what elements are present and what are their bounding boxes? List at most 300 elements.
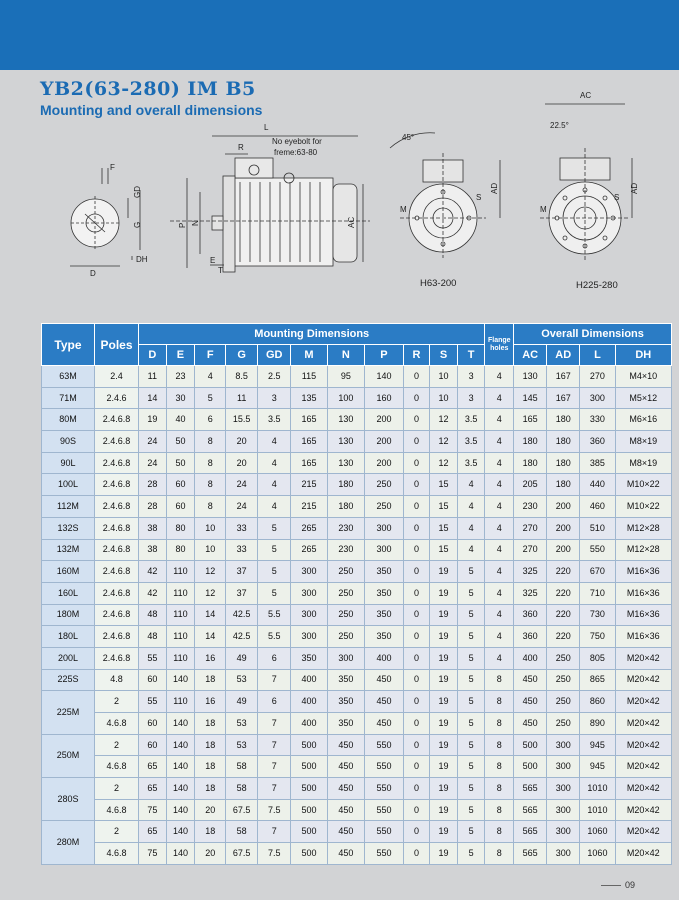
cell-n: 450 — [327, 821, 365, 843]
cell-d: 60 — [139, 734, 167, 756]
cell-poles: 2.4.6.8 — [94, 496, 138, 518]
cell-g: 8.5 — [226, 366, 258, 388]
cell-ac: 400 — [514, 647, 547, 669]
cell-dh: M20×42 — [615, 778, 671, 800]
cell-d: 48 — [139, 626, 167, 648]
cell-m: 500 — [291, 756, 327, 778]
cell-gd: 7 — [258, 778, 291, 800]
cell-s: 19 — [430, 604, 458, 626]
table-row — [42, 387, 672, 409]
cell-e: 110 — [166, 647, 195, 669]
cell-f: 20 — [195, 799, 226, 821]
flange-view-small — [390, 133, 500, 258]
cell-n: 230 — [327, 539, 365, 561]
cell-m: 165 — [291, 431, 327, 453]
cell-gd: 6 — [258, 691, 291, 713]
cell-t: 4 — [457, 539, 485, 561]
cell-ac: 230 — [514, 496, 547, 518]
cell-gd: 5 — [258, 539, 291, 561]
cell-s: 19 — [430, 582, 458, 604]
cell-e: 140 — [166, 843, 195, 865]
cell-flange-holes: 4 — [485, 452, 514, 474]
cell-p: 350 — [365, 604, 404, 626]
cell-poles: 2.4.6.8 — [94, 604, 138, 626]
cell-flange-holes: 8 — [485, 734, 514, 756]
cell-f: 12 — [195, 582, 226, 604]
cell-g: 37 — [226, 561, 258, 583]
cell-s: 19 — [430, 799, 458, 821]
cell-s: 19 — [430, 778, 458, 800]
cell-l: 1060 — [580, 821, 615, 843]
eyebolt-note-line1: No eyebolt for — [272, 137, 322, 146]
cell-f: 14 — [195, 604, 226, 626]
cell-ac: 450 — [514, 691, 547, 713]
cell-ac: 165 — [514, 409, 547, 431]
cell-ac: 325 — [514, 561, 547, 583]
dim-label-ad-2: AD — [630, 182, 639, 194]
cell-t: 5 — [457, 821, 485, 843]
cell-l: 330 — [580, 409, 615, 431]
cell-n: 350 — [327, 691, 365, 713]
cell-t: 5 — [457, 582, 485, 604]
cell-l: 670 — [580, 561, 615, 583]
cell-e: 40 — [166, 409, 195, 431]
cell-n: 350 — [327, 669, 365, 691]
cell-l: 550 — [580, 539, 615, 561]
cell-s: 15 — [430, 496, 458, 518]
cell-dh: M8×19 — [615, 452, 671, 474]
cell-s: 19 — [430, 756, 458, 778]
cell-ad: 180 — [547, 431, 580, 453]
cell-r: 0 — [403, 561, 429, 583]
cell-dh: M10×22 — [615, 496, 671, 518]
cell-e: 110 — [166, 582, 195, 604]
cell-poles: 2.4.6.8 — [94, 452, 138, 474]
cell-r: 0 — [403, 539, 429, 561]
cell-r: 0 — [403, 431, 429, 453]
cell-ad: 180 — [547, 452, 580, 474]
table-row — [42, 409, 672, 431]
cell-type: 280M — [42, 821, 95, 864]
cell-f: 18 — [195, 821, 226, 843]
cell-r: 0 — [403, 387, 429, 409]
cell-poles: 2 — [94, 734, 138, 756]
cell-r: 0 — [403, 821, 429, 843]
table-row — [42, 713, 672, 735]
header-type: Type — [42, 324, 95, 366]
cell-s: 12 — [430, 431, 458, 453]
cell-dh: M20×42 — [615, 843, 671, 865]
cell-ac: 270 — [514, 539, 547, 561]
cell-s: 19 — [430, 669, 458, 691]
cell-dh: M10×22 — [615, 474, 671, 496]
cell-dh: M16×36 — [615, 604, 671, 626]
cell-m: 165 — [291, 452, 327, 474]
cell-d: 11 — [139, 366, 167, 388]
cell-flange-holes: 8 — [485, 843, 514, 865]
cell-dh: M16×36 — [615, 582, 671, 604]
cell-n: 350 — [327, 713, 365, 735]
cell-f: 20 — [195, 843, 226, 865]
cell-n: 450 — [327, 778, 365, 800]
cell-f: 18 — [195, 778, 226, 800]
header-col-d: D — [139, 345, 167, 366]
cell-flange-holes: 4 — [485, 517, 514, 539]
cell-l: 1010 — [580, 778, 615, 800]
cell-poles: 2.4.6.8 — [94, 582, 138, 604]
cell-p: 550 — [365, 821, 404, 843]
cell-n: 250 — [327, 626, 365, 648]
cell-m: 500 — [291, 799, 327, 821]
angle-22-label: 22.5° — [550, 121, 569, 130]
dim-label-ad-1: AD — [490, 182, 499, 194]
header-flange-holes: Flange holes — [485, 324, 514, 366]
cell-ad: 250 — [547, 691, 580, 713]
cell-flange-holes: 8 — [485, 691, 514, 713]
cell-poles: 2.4.6.8 — [94, 539, 138, 561]
cell-n: 95 — [327, 366, 365, 388]
table-row — [42, 647, 672, 669]
cell-r: 0 — [403, 669, 429, 691]
cell-l: 460 — [580, 496, 615, 518]
cell-p: 550 — [365, 734, 404, 756]
cell-f: 18 — [195, 713, 226, 735]
cell-f: 6 — [195, 409, 226, 431]
view-label-h63-200: H63-200 — [420, 278, 457, 289]
table-row — [42, 452, 672, 474]
cell-n: 450 — [327, 799, 365, 821]
cell-d: 38 — [139, 539, 167, 561]
cell-l: 860 — [580, 691, 615, 713]
dim-label-r: R — [238, 143, 244, 152]
cell-t: 5 — [457, 669, 485, 691]
cell-g: 67.5 — [226, 843, 258, 865]
cell-flange-holes: 4 — [485, 366, 514, 388]
cell-e: 140 — [166, 799, 195, 821]
cell-p: 300 — [365, 517, 404, 539]
cell-t: 3 — [457, 366, 485, 388]
cell-n: 250 — [327, 604, 365, 626]
cell-dh: M8×19 — [615, 431, 671, 453]
cell-m: 265 — [291, 539, 327, 561]
cell-n: 450 — [327, 843, 365, 865]
cell-gd: 2.5 — [258, 366, 291, 388]
dim-label-d: D — [90, 269, 96, 278]
cell-ac: 130 — [514, 366, 547, 388]
cell-type: 100L — [42, 474, 95, 496]
cell-g: 58 — [226, 821, 258, 843]
header-mounting-dimensions: Mounting Dimensions — [139, 324, 485, 345]
cell-ad: 300 — [547, 821, 580, 843]
cell-g: 53 — [226, 734, 258, 756]
table-row — [42, 582, 672, 604]
cell-d: 65 — [139, 778, 167, 800]
cell-p: 250 — [365, 496, 404, 518]
cell-f: 8 — [195, 474, 226, 496]
cell-flange-holes: 8 — [485, 821, 514, 843]
cell-l: 710 — [580, 582, 615, 604]
dim-label-n: N — [191, 220, 200, 226]
cell-l: 1060 — [580, 843, 615, 865]
cell-r: 0 — [403, 496, 429, 518]
cell-s: 19 — [430, 647, 458, 669]
cell-p: 350 — [365, 582, 404, 604]
cell-d: 24 — [139, 452, 167, 474]
cell-n: 130 — [327, 452, 365, 474]
table-row — [42, 669, 672, 691]
cell-e: 140 — [166, 778, 195, 800]
dim-label-s-2: S — [614, 193, 620, 202]
cell-f: 5 — [195, 387, 226, 409]
cell-ad: 250 — [547, 647, 580, 669]
dim-label-e: E — [210, 256, 216, 265]
cell-r: 0 — [403, 582, 429, 604]
cell-d: 75 — [139, 843, 167, 865]
cell-m: 350 — [291, 647, 327, 669]
cell-gd: 7 — [258, 669, 291, 691]
cell-d: 48 — [139, 604, 167, 626]
cell-m: 115 — [291, 366, 327, 388]
table-row — [42, 496, 672, 518]
cell-g: 24 — [226, 496, 258, 518]
cell-r: 0 — [403, 713, 429, 735]
table-row — [42, 604, 672, 626]
cell-l: 440 — [580, 474, 615, 496]
cell-f: 4 — [195, 366, 226, 388]
header-col-l: L — [580, 345, 615, 366]
cell-e: 110 — [166, 561, 195, 583]
shaft-end-view — [70, 168, 140, 266]
dim-label-t: T — [218, 266, 223, 275]
table-row — [42, 561, 672, 583]
cell-dh: M16×36 — [615, 626, 671, 648]
table-row — [42, 539, 672, 561]
cell-m: 400 — [291, 691, 327, 713]
cell-m: 215 — [291, 474, 327, 496]
cell-f: 12 — [195, 561, 226, 583]
header-col-r: R — [403, 345, 429, 366]
cell-t: 5 — [457, 734, 485, 756]
table-row — [42, 366, 672, 388]
cell-ad: 200 — [547, 496, 580, 518]
cell-dh: M20×42 — [615, 799, 671, 821]
cell-flange-holes: 4 — [485, 431, 514, 453]
cell-s: 19 — [430, 691, 458, 713]
cell-ad: 180 — [547, 409, 580, 431]
cell-poles: 4.8 — [94, 669, 138, 691]
cell-ac: 180 — [514, 431, 547, 453]
cell-poles: 2.4.6.8 — [94, 561, 138, 583]
cell-r: 0 — [403, 778, 429, 800]
cell-g: 33 — [226, 517, 258, 539]
cell-g: 33 — [226, 539, 258, 561]
cell-s: 15 — [430, 474, 458, 496]
cell-flange-holes: 8 — [485, 756, 514, 778]
cell-m: 500 — [291, 821, 327, 843]
cell-ac: 360 — [514, 604, 547, 626]
cell-gd: 4 — [258, 431, 291, 453]
cell-ad: 300 — [547, 799, 580, 821]
cell-flange-holes: 4 — [485, 604, 514, 626]
cell-s: 10 — [430, 387, 458, 409]
cell-l: 360 — [580, 431, 615, 453]
angle-45-label: 45° — [402, 133, 415, 142]
cell-f: 8 — [195, 452, 226, 474]
cell-l: 1010 — [580, 799, 615, 821]
cell-ad: 167 — [547, 387, 580, 409]
cell-s: 15 — [430, 517, 458, 539]
cell-flange-holes: 8 — [485, 799, 514, 821]
cell-poles: 2.4.6.8 — [94, 431, 138, 453]
cell-dh: M20×42 — [615, 647, 671, 669]
dim-label-m-2: M — [540, 205, 547, 214]
cell-e: 50 — [166, 452, 195, 474]
cell-m: 300 — [291, 561, 327, 583]
dim-label-g: G — [133, 221, 142, 228]
cell-ad: 300 — [547, 843, 580, 865]
header-col-ac: AC — [514, 345, 547, 366]
table-row — [42, 821, 672, 843]
cell-d: 42 — [139, 582, 167, 604]
cell-gd: 4 — [258, 452, 291, 474]
cell-g: 58 — [226, 756, 258, 778]
cell-d: 65 — [139, 756, 167, 778]
cell-dh: M20×42 — [615, 734, 671, 756]
cell-poles: 2.4.6.8 — [94, 647, 138, 669]
cell-ac: 325 — [514, 582, 547, 604]
cell-ad: 167 — [547, 366, 580, 388]
cell-flange-holes: 4 — [485, 626, 514, 648]
cell-r: 0 — [403, 452, 429, 474]
cell-type: 180L — [42, 626, 95, 648]
header-col-f: F — [195, 345, 226, 366]
cell-dh: M5×12 — [615, 387, 671, 409]
cell-f: 8 — [195, 496, 226, 518]
cell-p: 550 — [365, 756, 404, 778]
cell-e: 80 — [166, 517, 195, 539]
cell-d: 55 — [139, 647, 167, 669]
cell-ac: 145 — [514, 387, 547, 409]
cell-g: 53 — [226, 669, 258, 691]
cell-d: 75 — [139, 799, 167, 821]
cell-flange-holes: 4 — [485, 561, 514, 583]
cell-type: 132M — [42, 539, 95, 561]
cell-type: 200L — [42, 647, 95, 669]
cell-d: 28 — [139, 474, 167, 496]
cell-d: 38 — [139, 517, 167, 539]
cell-e: 30 — [166, 387, 195, 409]
cell-t: 5 — [457, 843, 485, 865]
page-subtitle: Mounting and overall dimensions — [40, 102, 263, 118]
cell-poles: 2.4 — [94, 366, 138, 388]
cell-l: 945 — [580, 734, 615, 756]
cell-poles: 2 — [94, 691, 138, 713]
table-row — [42, 691, 672, 713]
cell-m: 500 — [291, 843, 327, 865]
cell-t: 3.5 — [457, 409, 485, 431]
cell-ad: 220 — [547, 626, 580, 648]
dim-label-dh: DH — [136, 255, 148, 264]
header-poles: Poles — [94, 324, 138, 366]
cell-d: 60 — [139, 669, 167, 691]
cell-m: 300 — [291, 582, 327, 604]
cell-s: 12 — [430, 409, 458, 431]
cell-f: 16 — [195, 647, 226, 669]
cell-d: 28 — [139, 496, 167, 518]
cell-t: 4 — [457, 474, 485, 496]
cell-p: 300 — [365, 539, 404, 561]
cell-s: 15 — [430, 539, 458, 561]
dim-label-m-1: M — [400, 205, 407, 214]
cell-ad: 250 — [547, 713, 580, 735]
cell-ac: 180 — [514, 452, 547, 474]
cell-r: 0 — [403, 734, 429, 756]
top-banner — [0, 0, 679, 70]
table-row — [42, 517, 672, 539]
cell-r: 0 — [403, 366, 429, 388]
cell-ad: 250 — [547, 669, 580, 691]
cell-gd: 5 — [258, 517, 291, 539]
cell-gd: 7.5 — [258, 843, 291, 865]
cell-dh: M12×28 — [615, 539, 671, 561]
cell-l: 300 — [580, 387, 615, 409]
table-row — [42, 734, 672, 756]
table-row — [42, 778, 672, 800]
cell-flange-holes: 8 — [485, 778, 514, 800]
cell-r: 0 — [403, 409, 429, 431]
cell-g: 67.5 — [226, 799, 258, 821]
cell-flange-holes: 4 — [485, 647, 514, 669]
cell-ad: 220 — [547, 582, 580, 604]
cell-type: 90S — [42, 431, 95, 453]
cell-d: 19 — [139, 409, 167, 431]
cell-r: 0 — [403, 647, 429, 669]
eyebolt-note-line2: freme:63-80 — [274, 148, 318, 157]
dim-label-l: L — [264, 123, 269, 132]
motor-side-view — [170, 136, 370, 272]
cell-gd: 7 — [258, 756, 291, 778]
cell-p: 450 — [365, 669, 404, 691]
cell-poles: 4.6.8 — [94, 843, 138, 865]
cell-type: 80M — [42, 409, 95, 431]
cell-ac: 270 — [514, 517, 547, 539]
cell-p: 160 — [365, 387, 404, 409]
cell-t: 5 — [457, 778, 485, 800]
cell-poles: 2.4.6 — [94, 387, 138, 409]
table-row — [42, 626, 672, 648]
cell-e: 60 — [166, 474, 195, 496]
cell-dh: M16×36 — [615, 561, 671, 583]
cell-n: 250 — [327, 561, 365, 583]
cell-ac: 500 — [514, 756, 547, 778]
cell-p: 250 — [365, 474, 404, 496]
cell-t: 5 — [457, 647, 485, 669]
cell-t: 3.5 — [457, 452, 485, 474]
cell-poles: 2.4.6.8 — [94, 409, 138, 431]
cell-r: 0 — [403, 474, 429, 496]
cell-ac: 360 — [514, 626, 547, 648]
header-col-ad: AD — [547, 345, 580, 366]
dim-label-ac-top: AC — [580, 91, 592, 100]
cell-ac: 500 — [514, 734, 547, 756]
table-row — [42, 843, 672, 865]
cell-poles: 2.4.6.8 — [94, 517, 138, 539]
cell-g: 24 — [226, 474, 258, 496]
cell-t: 5 — [457, 713, 485, 735]
cell-gd: 7 — [258, 734, 291, 756]
cell-r: 0 — [403, 604, 429, 626]
cell-p: 550 — [365, 778, 404, 800]
